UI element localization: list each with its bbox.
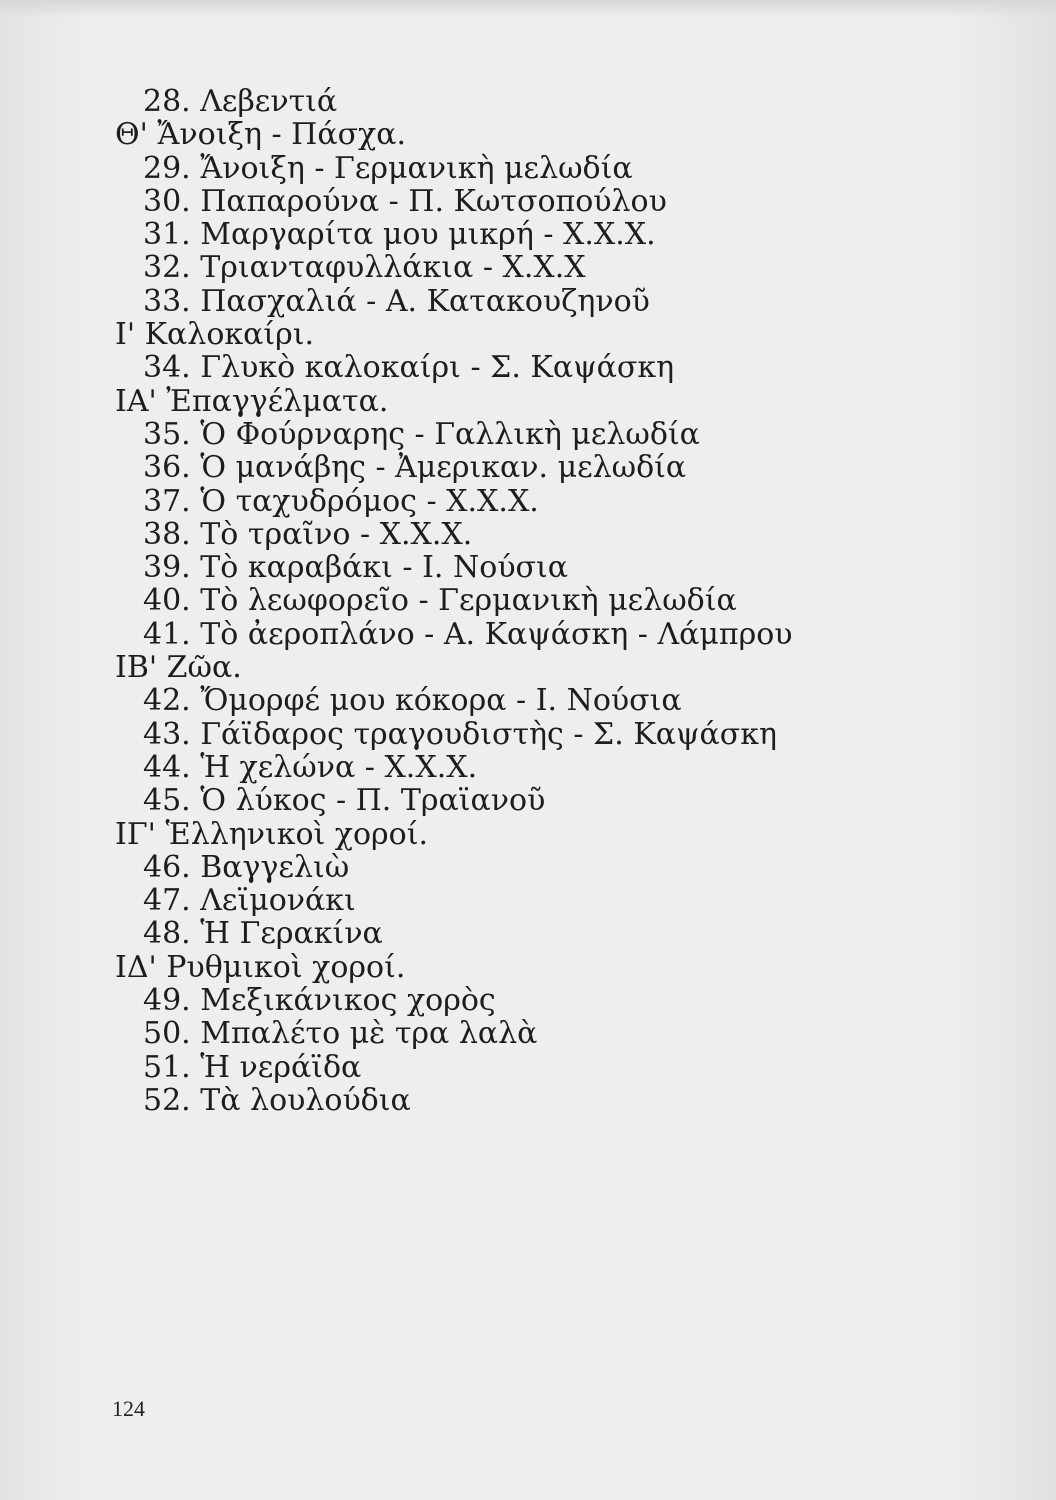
- list-item: 45. Ὁ λύκος - Π. Τραϊανοῦ: [143, 783, 546, 819]
- section-heading: ΙΑ' Ἐπαγγέλματα.: [115, 383, 389, 419]
- list-item: 28. Λεβεντιά: [143, 84, 338, 119]
- list-item: 34. Γλυκὸ καλοκαίρι - Σ. Καψάσκη: [143, 350, 675, 386]
- list-item: 49. Μεξικάνικος χορὸς: [143, 983, 496, 1019]
- list-item: 38. Τὸ τραῖνο - Χ.Χ.Χ.: [143, 516, 473, 552]
- list-item: 51. Ἡ νεράϊδα: [143, 1049, 362, 1085]
- list-item: 50. Μπαλέτο μὲ τρα λαλὰ: [143, 1016, 538, 1052]
- list-item: 30. Παπαρούνα - Π. Κωτσοπούλου: [143, 183, 667, 219]
- list-item: 33. Πασχαλιά - Α. Κατακουζηνοῦ: [143, 283, 650, 319]
- list-item: 29. Ἄνοιξη - Γερμανικὴ μελωδία: [143, 150, 633, 186]
- list-item: 32. Τριανταφυλλάκια - Χ.Χ.Χ: [143, 250, 586, 286]
- index-list: [115, 85, 835, 1117]
- section-heading: Θ' Ἄνοιξη - Πάσχα.: [115, 117, 407, 153]
- list-item: 44. Ἡ χελώνα - Χ.Χ.Χ.: [143, 749, 478, 785]
- list-item: 47. Λεϊμονάκι: [143, 883, 356, 919]
- list-item: 52. Τὰ λουλούδια: [143, 1082, 411, 1118]
- list-item: 31. Μαργαρίτα μου μικρή - Χ.Χ.Χ.: [143, 217, 656, 253]
- list-item: 36. Ὁ μανάβης - Ἀμερικαν. μελωδία: [143, 450, 687, 486]
- section-heading: Ι' Καλοκαίρι.: [115, 317, 315, 353]
- section-heading: ΙΔ' Ρυθμικοὶ χοροί.: [115, 949, 406, 985]
- list-item: 37. Ὁ ταχυδρόμος - Χ.Χ.Χ.: [143, 483, 539, 519]
- list-item: 42. Ὄμορφέ μου κόκορα - Ι. Νούσια: [143, 683, 682, 719]
- list-item: 41. Τὸ ἀεροπλάνο - Α. Καψάσκη - Λάμπρου: [143, 616, 793, 652]
- section-heading: ΙΒ' Ζῶα.: [115, 650, 242, 686]
- list-item: 40. Τὸ λεωφορεῖο - Γερμανικὴ μελωδία: [143, 583, 737, 619]
- list-item: 43. Γάϊδαρος τραγουδιστὴς - Σ. Καψάσκη: [143, 716, 777, 752]
- list-item: 39. Τὸ καραβάκι - Ι. Νούσια: [143, 550, 569, 586]
- list-item: 48. Ἡ Γερακίνα: [143, 916, 383, 952]
- list-item: 46. Βαγγελιὼ: [143, 849, 350, 885]
- list-item: 35. Ὁ Φούρναρης - Γαλλικὴ μελωδία: [143, 416, 700, 452]
- page-number: 124: [112, 1396, 145, 1421]
- section-heading: ΙΓ' Ἑλληνικοὶ χοροί.: [115, 816, 429, 852]
- scan-edge-shadow: [0, 0, 1056, 18]
